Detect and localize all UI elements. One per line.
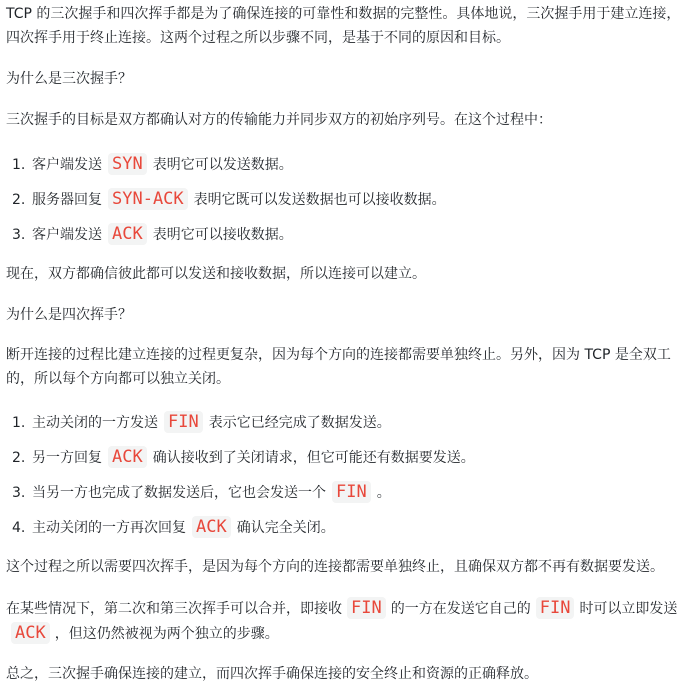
step-text: 确认接收到了关闭请求，但它可能还有数据要发送。 [152, 450, 475, 466]
inline-code: SYN-ACK [108, 188, 188, 210]
inline-code: FIN [536, 597, 575, 619]
step-text: 当另一方也完成了数据发送后，它也会发送一个 [32, 485, 326, 501]
list-item [12, 440, 692, 475]
why-four-way-paragraph: 这个过程之所以需要四次挥手，是因为每个方向的连接都需要单独终止，且确保双方都不再有数据要发送。 [6, 559, 664, 575]
merge-text: ，但这仍然被视为两个独立的步骤。 [54, 626, 279, 642]
list-item [12, 405, 692, 440]
question-four-way: 为什么是四次挥手？ [6, 307, 132, 323]
step-text: 主动关闭的一方发送 [32, 415, 158, 431]
three-way-goal-paragraph: 三次握手的目标是双方都确认对方的传输能力并同步双方的初始序列号。在这个过程中： [6, 112, 552, 128]
merge-text: 在某些情况下，第二次和第三次挥手可以合并，即接收 [6, 601, 342, 617]
list-item [12, 182, 692, 217]
list-number: 3. [12, 227, 26, 243]
summary-paragraph: 总之，三次握手确保连接的建立，而四次挥手确保连接的安全终止和资源的正确释放。 [6, 666, 538, 682]
four-way-steps-list [6, 405, 692, 545]
list-number: 2. [12, 192, 26, 208]
inline-code: ACK [108, 446, 147, 468]
three-way-steps-list [6, 147, 692, 252]
intro-paragraph: TCP 的三次握手和四次挥手都是为了确保连接的可靠性和数据的完整性。具体地说，三次握手用于建立连接，四次挥手用于终止连接。这两个过程之所以步骤不同，是基于不同的原因和目标。 [6, 6, 681, 46]
merge-text: 时可以立即发送 [579, 601, 678, 617]
step-text: 主动关闭的一方再次回复 [32, 520, 186, 536]
inline-code: ACK [108, 223, 147, 245]
connection-established-paragraph: 现在，双方都确信彼此都可以发送和接收数据，所以连接可以建立。 [6, 266, 426, 282]
list-number: 2. [12, 450, 26, 466]
step-text: 另一方回复 [32, 450, 102, 466]
step-text: 表明它可以发送数据。 [152, 157, 293, 173]
inline-code: ACK [11, 622, 50, 644]
step-text: 服务器回复 [32, 192, 102, 208]
disconnect-paragraph: 断开连接的过程比建立连接的过程更复杂，因为每个方向的连接都需要单独终止。另外，因为 TCP 是全双工的，所以每个方向都可以独立关闭。 [6, 347, 671, 387]
list-item [12, 475, 692, 510]
step-text: 表示它已经完成了数据发送。 [208, 415, 391, 431]
step-text: 表明它既可以发送数据也可以接收数据。 [193, 192, 446, 208]
inline-code: FIN [347, 597, 386, 619]
inline-code: SYN [108, 153, 147, 175]
list-item [12, 217, 692, 252]
step-text: 确认完全关闭。 [236, 520, 335, 536]
list-item [12, 147, 692, 182]
list-number: 3. [12, 485, 26, 501]
step-text: 表明它可以接收数据。 [152, 227, 293, 243]
list-number: 1. [12, 415, 26, 431]
step-text: 客户端发送 [32, 157, 102, 173]
list-item [12, 510, 692, 545]
step-text: 。 [376, 485, 391, 501]
list-number: 4. [12, 520, 26, 536]
step-text: 客户端发送 [32, 227, 102, 243]
merge-case-paragraph [6, 596, 692, 646]
question-three-way: 为什么是三次握手？ [6, 71, 132, 87]
merge-text: 的一方在发送它自己的 [390, 601, 531, 617]
list-number: 1. [12, 157, 26, 173]
inline-code: FIN [332, 481, 371, 503]
inline-code: FIN [164, 411, 203, 433]
inline-code: ACK [192, 516, 231, 538]
